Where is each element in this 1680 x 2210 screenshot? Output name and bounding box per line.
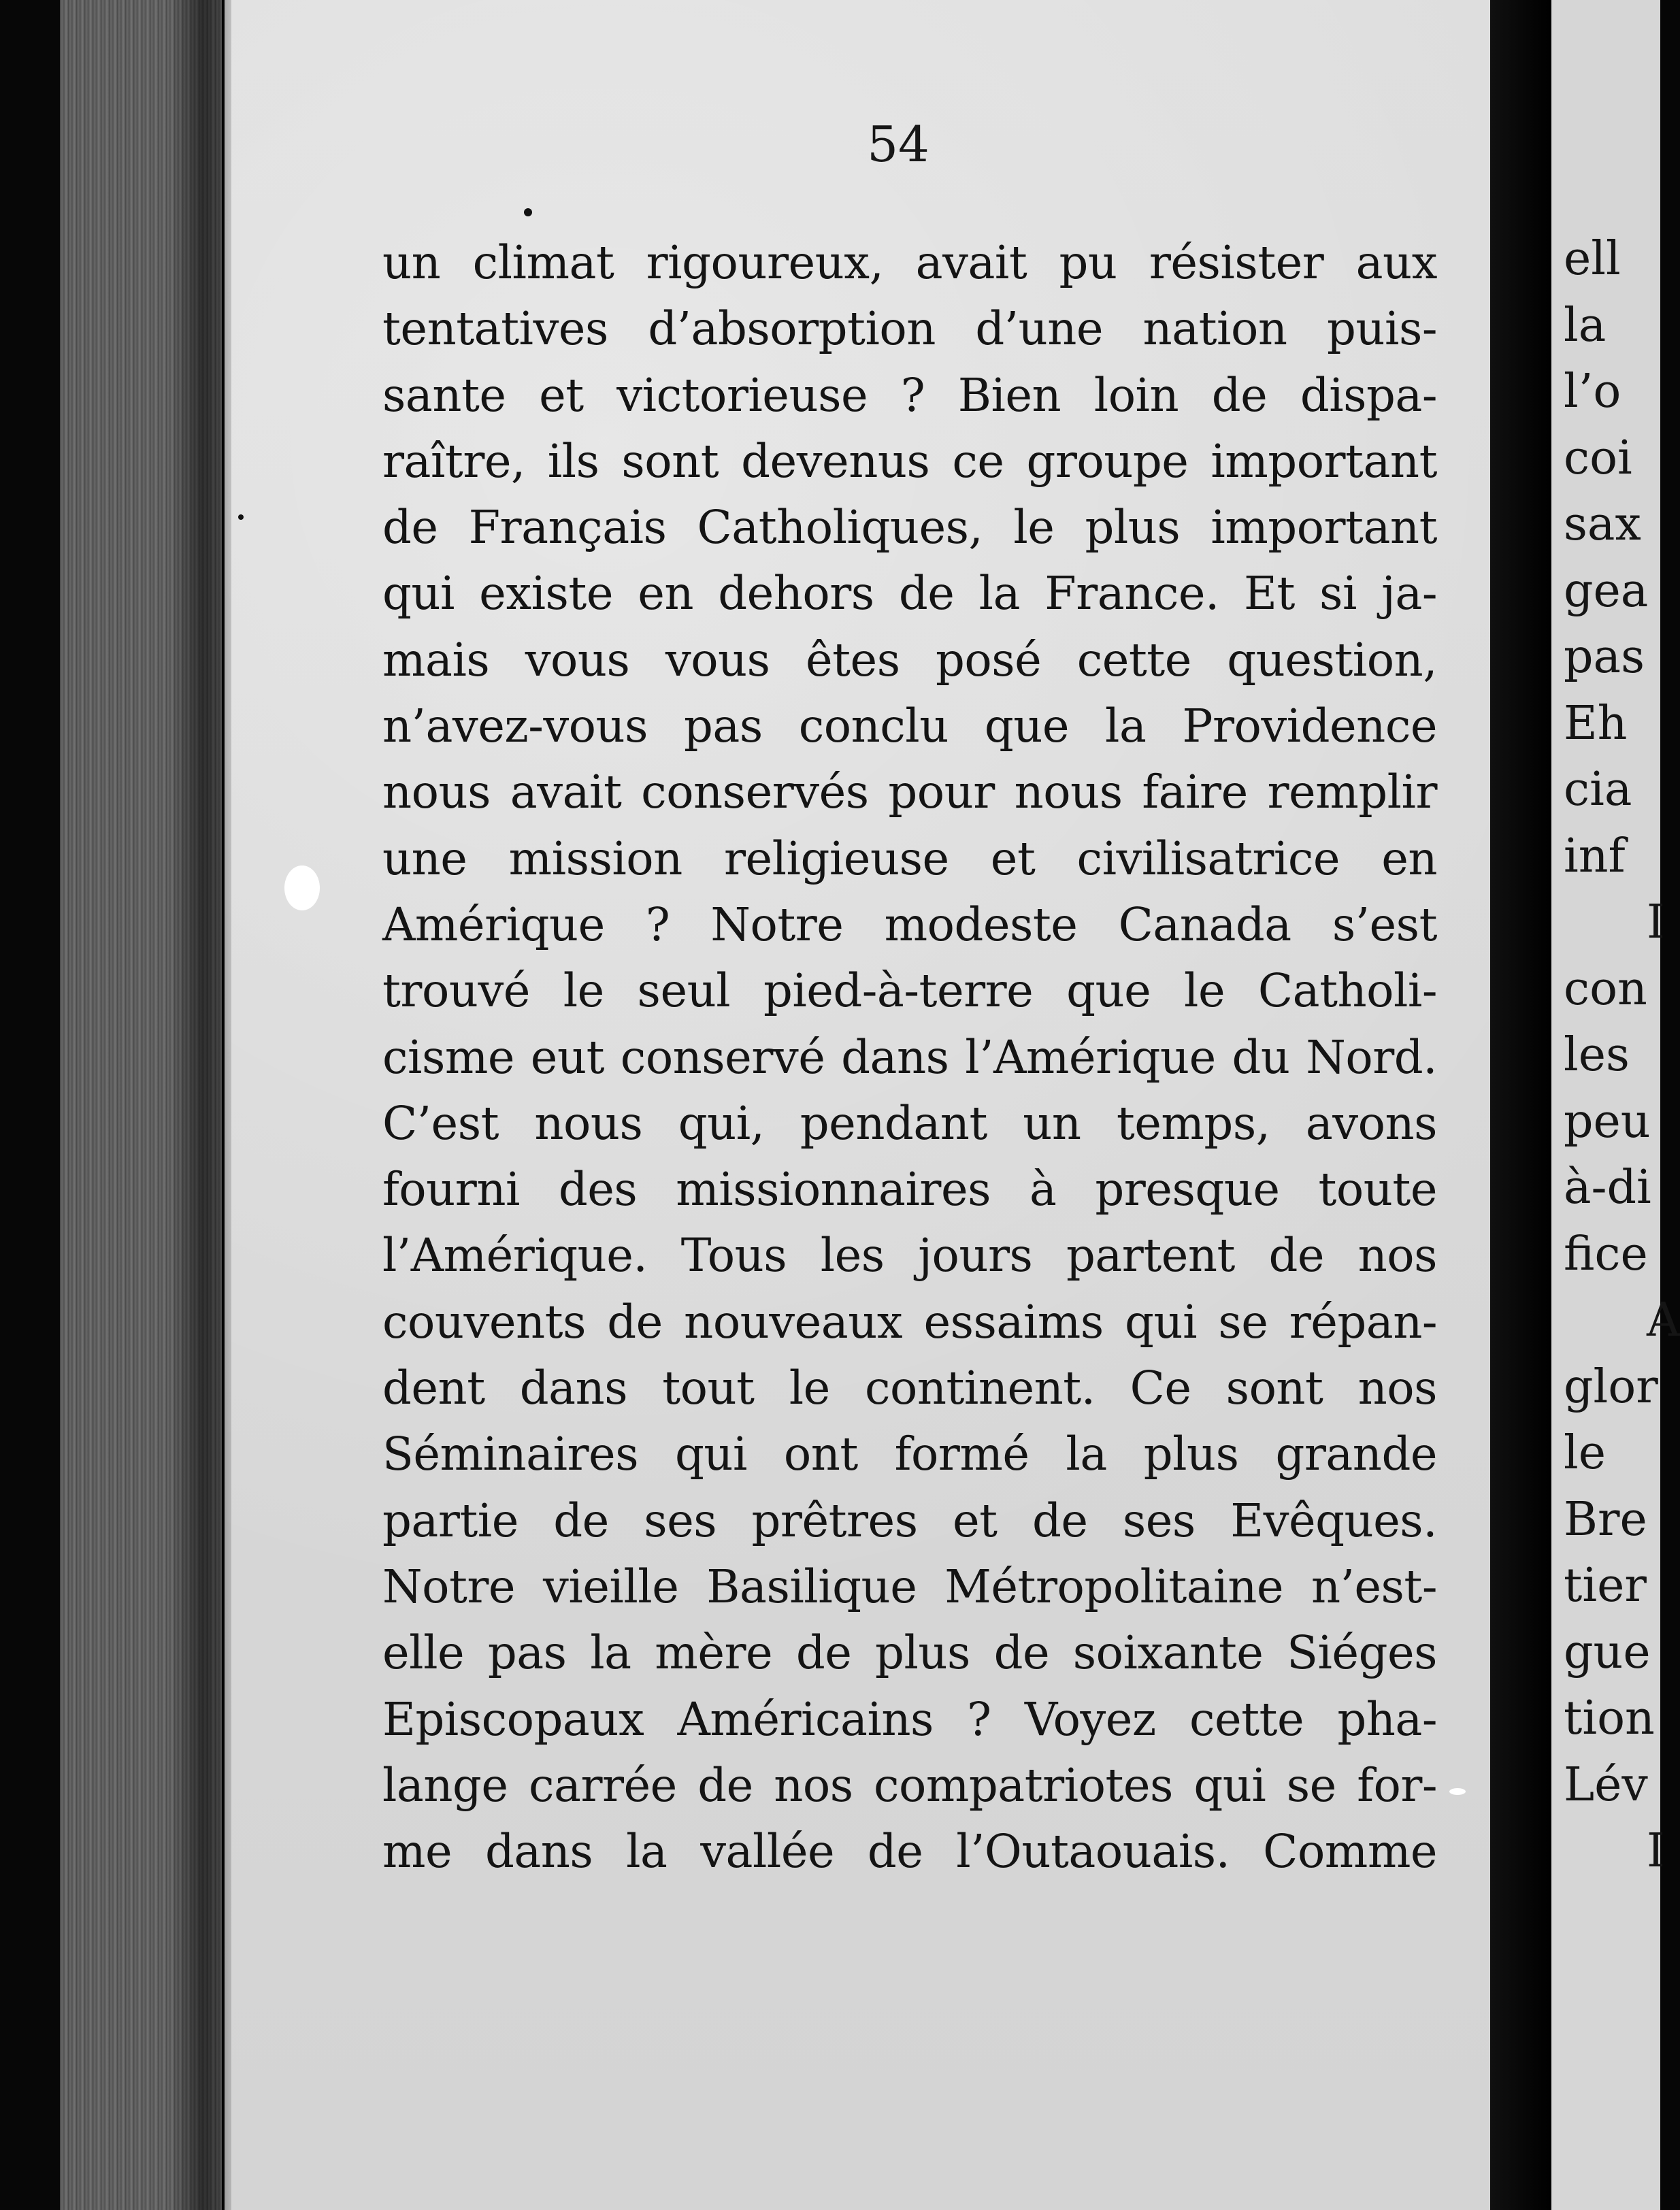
text-line: lange carrée de nos compatriotes qui se for- (382, 1758, 1437, 1812)
facing-text-line: le (1564, 1426, 1606, 1480)
facing-text-line: fice (1564, 1227, 1648, 1281)
facing-text-line: glor (1564, 1359, 1658, 1414)
facing-text-line: cia (1564, 763, 1632, 817)
text-line: C’est nous qui, pendant un temps, avons (382, 1096, 1437, 1150)
facing-text-line: I (1647, 895, 1665, 949)
facing-text-line: l’o (1564, 365, 1621, 418)
facing-text-line: coi (1564, 431, 1632, 485)
text-line: l’Amérique. Tous les jours partent de nos (382, 1229, 1437, 1283)
facing-text-line: sax (1564, 497, 1641, 551)
text-line: tentatives d’absorption d’une nation puis- (382, 302, 1437, 356)
text-line: nous avait conservés pour nous faire remplir (382, 765, 1437, 819)
facing-text-line: gea (1564, 563, 1649, 618)
facing-text-line: à-di (1564, 1161, 1651, 1215)
facing-text-line: I (1647, 1824, 1665, 1878)
facing-text-line: les (1564, 1028, 1630, 1082)
scan-speck (238, 514, 244, 520)
page-body-text (382, 230, 1437, 1885)
text-line: n’avez-vous pas conclu que la Providence (382, 699, 1437, 753)
facing-text-line: la (1564, 298, 1607, 352)
facing-text-line: inf (1564, 829, 1626, 883)
facing-text-line: tion (1564, 1692, 1655, 1745)
facing-page-text (1564, 226, 1680, 1885)
text-line: mais vous vous êtes posé cette question, (382, 633, 1437, 687)
facing-text-line: con (1564, 961, 1647, 1016)
text-line: de Français Catholiques, le plus important (382, 501, 1437, 555)
facing-text-line: Bre (1564, 1492, 1647, 1547)
page-number: 54 (867, 116, 929, 173)
text-line: Episcopaux Américains ? Voyez cette pha- (382, 1692, 1437, 1746)
book-gutter (1490, 0, 1551, 2210)
facing-text-line: A (1647, 1293, 1680, 1347)
facing-text-line: ell (1564, 232, 1621, 286)
text-line: couvents de nouveaux essaims qui se répan- (382, 1295, 1437, 1349)
text-line: trouvé le seul pied-à-terre que le Catholi- (382, 964, 1437, 1018)
facing-text-line: Eh (1564, 696, 1628, 751)
text-line: me dans la vallée de l’Outaouais. Comme (382, 1825, 1437, 1879)
text-line: Notre vieille Basilique Métropolitaine n’est- (382, 1560, 1437, 1613)
text-line: cisme eut conservé dans l’Amérique du Nord. (382, 1030, 1437, 1084)
text-line: sante et victorieuse ? Bien loin de dispa- (382, 368, 1437, 422)
text-line: Amérique ? Notre modeste Canada s’est (382, 897, 1437, 951)
text-line: fourni des missionnaires à presque toute (382, 1163, 1437, 1217)
facing-text-line: Lév (1564, 1758, 1648, 1812)
scan-speck (524, 208, 532, 216)
text-line: Séminaires qui ont formé la plus grande (382, 1428, 1437, 1481)
facing-text-line: tier (1564, 1559, 1647, 1613)
facing-page (1551, 0, 1680, 2210)
scan-speck (284, 865, 320, 910)
text-line: une mission religieuse et civilisatrice en (382, 831, 1437, 885)
text-line: partie de ses prêtres et de ses Evêques. (382, 1494, 1437, 1547)
text-line: elle pas la mère de plus de soixante Siéges (382, 1626, 1437, 1680)
text-line: raître, ils sont devenus ce groupe important (382, 434, 1437, 488)
text-line: dent dans tout le continent. Ce sont nos (382, 1362, 1437, 1415)
scan-speck (1449, 1788, 1466, 1795)
text-line: qui existe en dehors de la France. Et si ja- (382, 567, 1437, 621)
text-line: un climat rigoureux, avait pu résister aux (382, 236, 1437, 289)
facing-text-line: peu (1564, 1094, 1651, 1149)
facing-text-line: gue (1564, 1625, 1651, 1679)
facing-text-line: pas (1564, 630, 1645, 684)
page-edge-shadow (170, 0, 231, 2210)
